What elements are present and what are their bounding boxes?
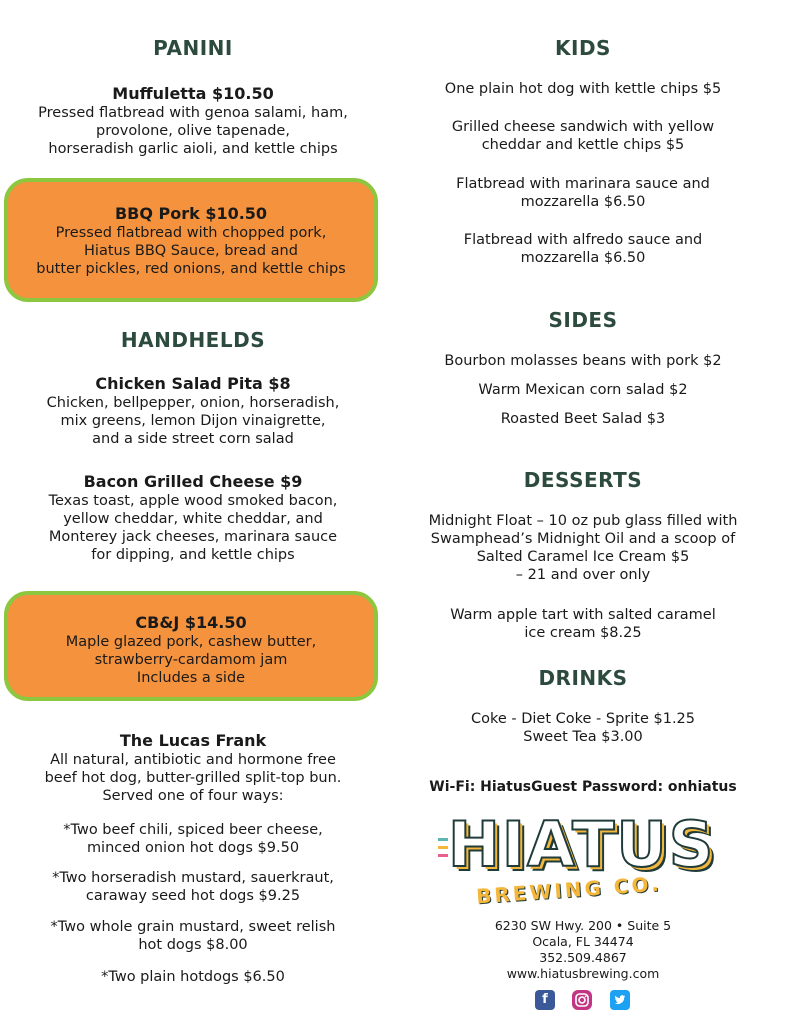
muffuletta-desc-1: Pressed flatbread with genoa salami, ham, [38, 105, 348, 121]
instagram-glyph [572, 990, 592, 1010]
drinks-list [398, 710, 768, 746]
lucas-option-2-line-2: caraway seed hot dogs $9.25 [85, 888, 301, 904]
lucas-option-2 [0, 869, 386, 905]
sides-item-1: Bourbon molasses beans with pork $2 [444, 353, 722, 369]
handhelds-heading: HANDHELDS [120, 328, 266, 352]
cbj-title: CB&J $14.50 [135, 613, 247, 632]
wifi-info: Wi-Fi: HiatusGuest Password: onhiatus [429, 779, 737, 795]
logo-stripe-teal [438, 838, 448, 841]
kids-heading: KIDS [555, 36, 611, 60]
address-street: 6230 SW Hwy. 200 • Suite 5 [494, 918, 672, 933]
dessert-item-1 [398, 512, 768, 584]
dessert-item-1-line-3: Salted Caramel Ice Cream $5 [476, 549, 690, 565]
logo-stripe-gold [438, 846, 448, 849]
twitter-glyph [610, 990, 630, 1010]
kids-item-3-line-2: mozzarella $6.50 [520, 194, 646, 210]
lucas-option-1-line-2: minced onion hot dogs $9.50 [86, 840, 300, 856]
kids-item-2 [398, 118, 768, 154]
dessert-item-2-line-2: ice cream $8.25 [524, 625, 642, 641]
twitter-icon[interactable] [610, 990, 630, 1010]
bbq-pork-desc-3: butter pickles, red onions, and kettle chips [36, 261, 346, 277]
bacon-grilled-cheese-desc-3: Monterey jack cheeses, marinara sauce [48, 529, 338, 545]
kids-item-4-line-2: mozzarella $6.50 [520, 250, 646, 266]
phone-number: 352.509.4867 [539, 950, 627, 965]
drinks-line-2: Sweet Tea $3.00 [523, 729, 643, 745]
dessert-item-1-line-2: Swamphead’s Midnight Oil and a scoop of [430, 531, 736, 547]
logo-wordmark: HIATUS [448, 808, 716, 881]
lucas-option-3-line-2: hot dogs $8.00 [138, 937, 248, 953]
chicken-salad-title: Chicken Salad Pita $8 [95, 374, 291, 393]
bbq-pork-title: BBQ Pork $10.50 [114, 204, 268, 223]
kids-item-3-line-1: Flatbread with marinara sauce and [456, 176, 710, 192]
instagram-icon[interactable] [572, 990, 592, 1010]
chicken-salad-item [0, 374, 386, 448]
dessert-item-2-line-1: Warm apple tart with salted caramel [450, 607, 716, 623]
sides-item-2: Warm Mexican corn salad $2 [478, 382, 688, 398]
kids-item-2-line-2: cheddar and kettle chips $5 [481, 137, 685, 153]
lucas-frank-desc-2: beef hot dog, butter-grilled split-top bun. [44, 770, 342, 786]
kids-item-4 [398, 231, 768, 267]
bacon-grilled-cheese-title: Bacon Grilled Cheese $9 [83, 472, 303, 491]
lucas-option-4-line-1: *Two plain hotdogs $6.50 [101, 969, 285, 985]
website-link[interactable]: www.hiatusbrewing.com [506, 966, 660, 981]
lucas-option-4 [0, 968, 386, 986]
cbj-desc-3: Includes a side [136, 670, 246, 686]
muffuletta-desc-3: horseradish garlic aioli, and kettle chips [48, 141, 338, 157]
cbj-featured-box [4, 591, 378, 701]
bbq-pork-desc-2: Hiatus BBQ Sauce, bread and [84, 243, 298, 259]
lucas-option-3 [0, 918, 386, 954]
bbq-pork-desc-1: Pressed flatbread with chopped pork, [55, 225, 327, 241]
chicken-salad-desc-1: Chicken, bellpepper, onion, horseradish, [46, 395, 340, 411]
lucas-option-1 [0, 821, 386, 857]
logo-stripe-pink [438, 854, 448, 857]
cbj-desc-1: Maple glazed pork, cashew butter, [65, 634, 317, 650]
drinks-line-1: Coke - Diet Coke - Sprite $1.25 [470, 711, 696, 727]
bacon-grilled-cheese-desc-1: Texas toast, apple wood smoked bacon, [48, 493, 338, 509]
kids-item-4-line-1: Flatbread with alfredo sauce and [463, 232, 703, 248]
lucas-frank-desc-1: All natural, antibiotic and hormone free [50, 752, 336, 768]
muffuletta-item [0, 84, 386, 158]
drinks-heading: DRINKS [538, 666, 628, 690]
chicken-salad-desc-3: and a side street corn salad [92, 431, 294, 447]
panini-heading: PANINI [153, 36, 233, 60]
desserts-heading: DESSERTS [523, 468, 643, 492]
lucas-option-1-line-1: *Two beef chili, spiced beer cheese, [63, 822, 323, 838]
lucas-frank-title: The Lucas Frank [119, 731, 267, 750]
logo-subtitle: BREWING CO. [475, 871, 663, 909]
bacon-grilled-cheese-desc-4: for dipping, and kettle chips [91, 547, 295, 563]
address-city: Ocala, FL 34474 [532, 934, 634, 949]
kids-item-3 [398, 175, 768, 211]
kids-item-2-line-1: Grilled cheese sandwich with yellow [451, 119, 715, 135]
muffuletta-desc-2: provolone, olive tapenade, [96, 123, 290, 139]
muffuletta-title: Muffuletta $10.50 [112, 84, 274, 103]
sides-heading: SIDES [548, 308, 618, 332]
dessert-item-1-line-1: Midnight Float – 10 oz pub glass filled with [428, 513, 738, 529]
lucas-option-3-line-1: *Two whole grain mustard, sweet relish [50, 919, 336, 935]
facebook-icon[interactable]: f [535, 990, 555, 1010]
kids-item-1: One plain hot dog with kettle chips $5 [444, 81, 722, 97]
chicken-salad-desc-2: mix greens, lemon Dijon vinaigrette, [60, 413, 326, 429]
sides-item-3: Roasted Beet Salad $3 [500, 411, 666, 427]
bbq-pork-featured-box [4, 178, 378, 302]
lucas-frank-desc-3: Served one of four ways: [102, 788, 284, 804]
dessert-item-1-line-4: – 21 and over only [515, 567, 651, 583]
cbj-desc-2: strawberry-cardamom jam [94, 652, 288, 668]
bacon-grilled-cheese-item [0, 472, 386, 564]
hiatus-logo [436, 808, 736, 918]
lucas-option-2-line-1: *Two horseradish mustard, sauerkraut, [52, 870, 334, 886]
bacon-grilled-cheese-desc-2: yellow cheddar, white cheddar, and [63, 511, 323, 527]
dessert-item-2 [398, 606, 768, 642]
lucas-frank-item [0, 731, 386, 805]
